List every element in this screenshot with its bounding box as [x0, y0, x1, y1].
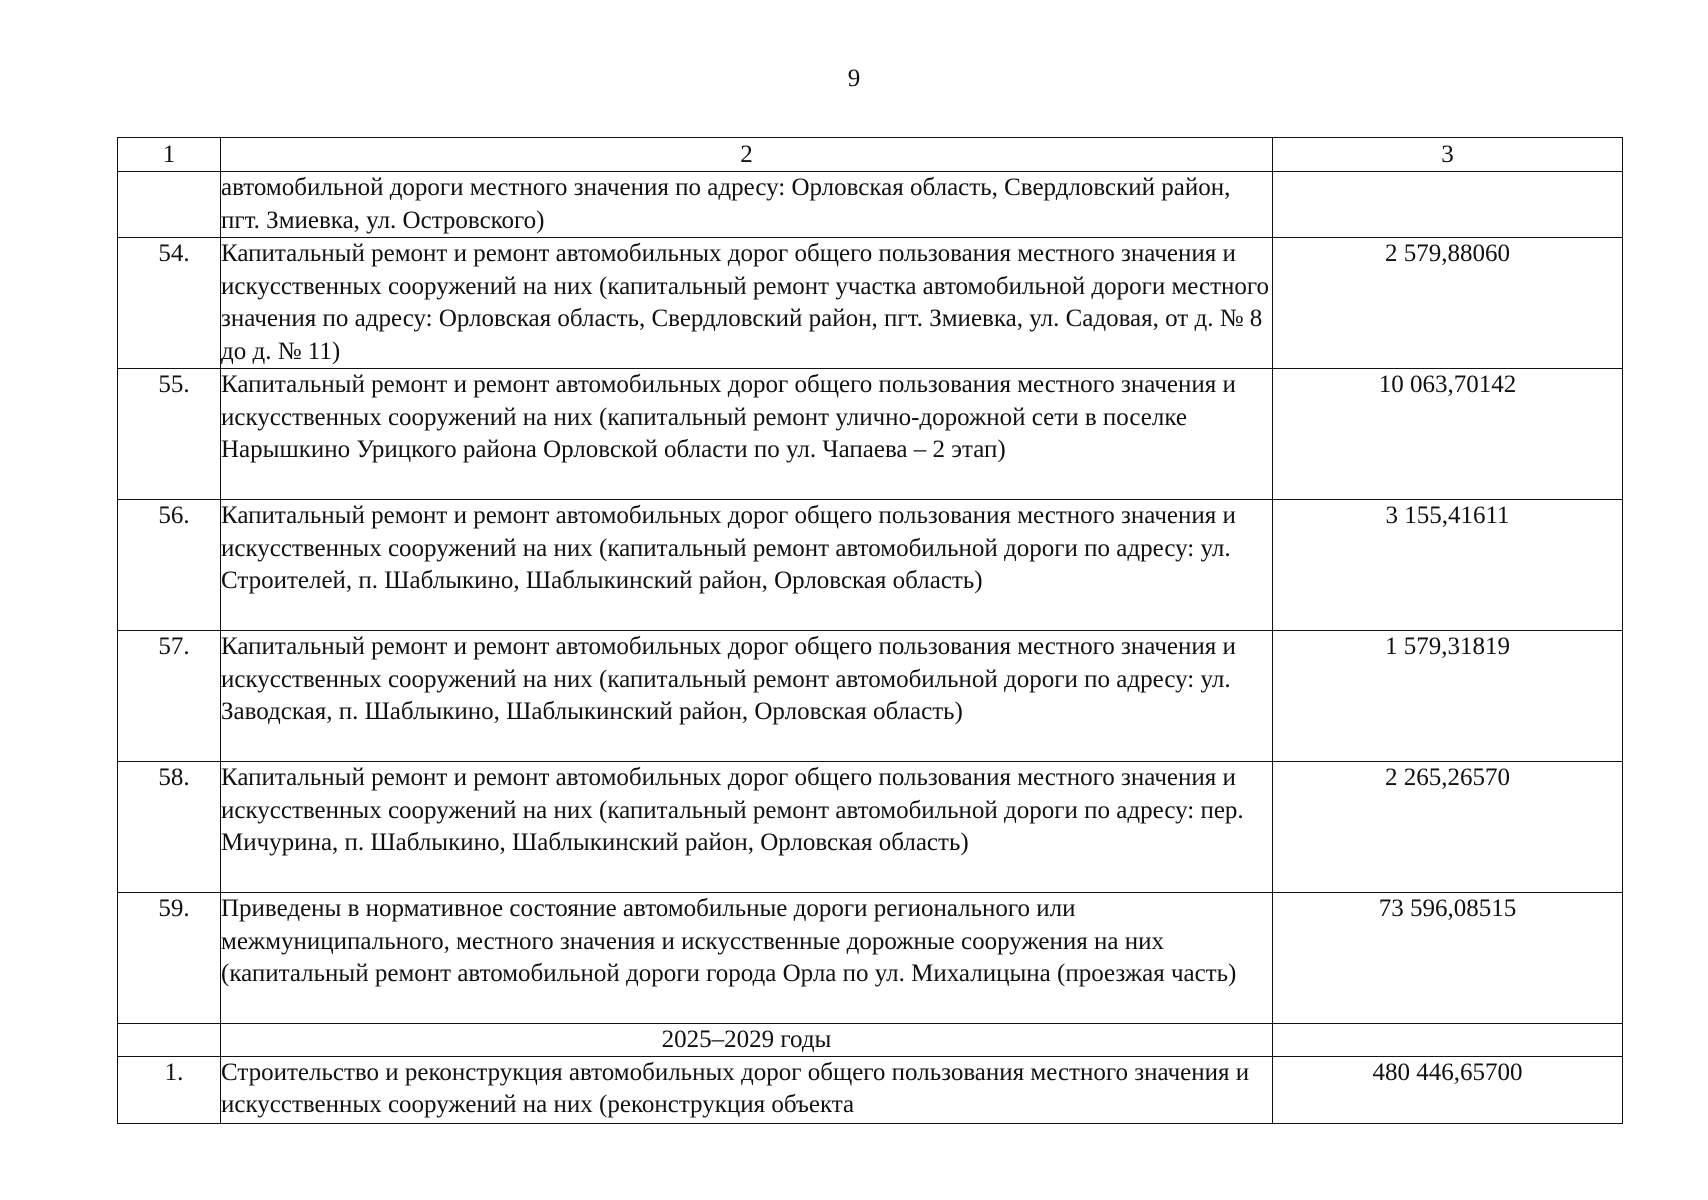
table-row: [118, 238, 1623, 369]
row-description: Строительство и реконструкция автомобильных дорог общего пользования местного значения и искусственных сооружений на них (реконструкция объекта: [221, 1057, 1273, 1124]
table-row: [118, 1057, 1623, 1124]
table-row: [118, 369, 1623, 500]
row-amount: 3 155,41611: [1273, 500, 1623, 631]
row-description: Капитальный ремонт и ремонт автомобильных дорог общего пользования местного значения и искусственных сооружений на них (капитальный ремонт участка автомобильной дороги местного значения по адресу: Орловская область, Свердловский район, пгт. Змиевка, ул. Садовая, от д. № 8 до д. № 11): [221, 238, 1273, 369]
table-row: [118, 893, 1623, 1024]
table-row: [118, 172, 1623, 238]
row-amount: 2 579,88060: [1273, 238, 1623, 369]
row-number: 55.: [118, 369, 221, 500]
column-number-1: 1: [118, 138, 221, 172]
table-row: [118, 631, 1623, 762]
table-row: [118, 500, 1623, 631]
row-description: Капитальный ремонт и ремонт автомобильных дорог общего пользования местного значения и искусственных сооружений на них (капитальный ремонт автомобильной дороги по адресу: ул. Заводская, п. Шаблыкино, Шаблыкинский район, Орловская область): [221, 631, 1273, 762]
section-empty-cell: [118, 1024, 221, 1057]
table-row: [118, 762, 1623, 893]
row-amount: 73 596,08515: [1273, 893, 1623, 1024]
page-number: 9: [847, 65, 861, 92]
row-description: Капитальный ремонт и ремонт автомобильных дорог общего пользования местного значения и искусственных сооружений на них (капитальный ремонт автомобильной дороги по адресу: пер. Мичурина, п. Шаблыкино, Шаблыкинский район, Орловская область): [221, 762, 1273, 893]
column-number-2: 2: [221, 138, 1273, 172]
row-description: Капитальный ремонт и ремонт автомобильных дорог общего пользования местного значения и искусственных сооружений на них (капитальный ремонт автомобильной дороги по адресу: ул. Строителей, п. Шаблыкино, Шаблыкинский район, Орловская область): [221, 500, 1273, 631]
row-number: 54.: [118, 238, 221, 369]
row-amount: 480 446,65700: [1273, 1057, 1623, 1124]
section-empty-cell: [1273, 1024, 1623, 1057]
section-title: 2025–2029 годы: [221, 1024, 1273, 1057]
row-number: 59.: [118, 893, 221, 1024]
row-amount: 2 265,26570: [1273, 762, 1623, 893]
row-amount: 1 579,31819: [1273, 631, 1623, 762]
row-description: Капитальный ремонт и ремонт автомобильных дорог общего пользования местного значения и искусственных сооружений на них (капитальный ремонт улично-дорожной сети в поселке Нарышкино Урицкого района Орловской области по ул. Чапаева – 2 этап): [221, 369, 1273, 500]
row-number: 58.: [118, 762, 221, 893]
table-header-row: [118, 138, 1623, 172]
row-number: 57.: [118, 631, 221, 762]
row-number: 56.: [118, 500, 221, 631]
row-description: Приведены в нормативное состояние автомобильные дороги регионального или межмуниципального, местного значения и искусственные дорожные сооружения на них (капитальный ремонт автомобильной дороги города Орла по ул. Михалицына (проезжая часть): [221, 893, 1273, 1024]
column-number-3: 3: [1273, 138, 1623, 172]
row-amount: 10 063,70142: [1273, 369, 1623, 500]
row-number: 1.: [118, 1057, 221, 1124]
objects-table: [117, 137, 1623, 1124]
row-description: автомобильной дороги местного значения по адресу: Орловская область, Свердловский район, пгт. Змиевка, ул. Островского): [221, 172, 1273, 238]
row-amount: [1273, 172, 1623, 238]
section-header-row: [118, 1024, 1623, 1057]
row-number: [118, 172, 221, 238]
